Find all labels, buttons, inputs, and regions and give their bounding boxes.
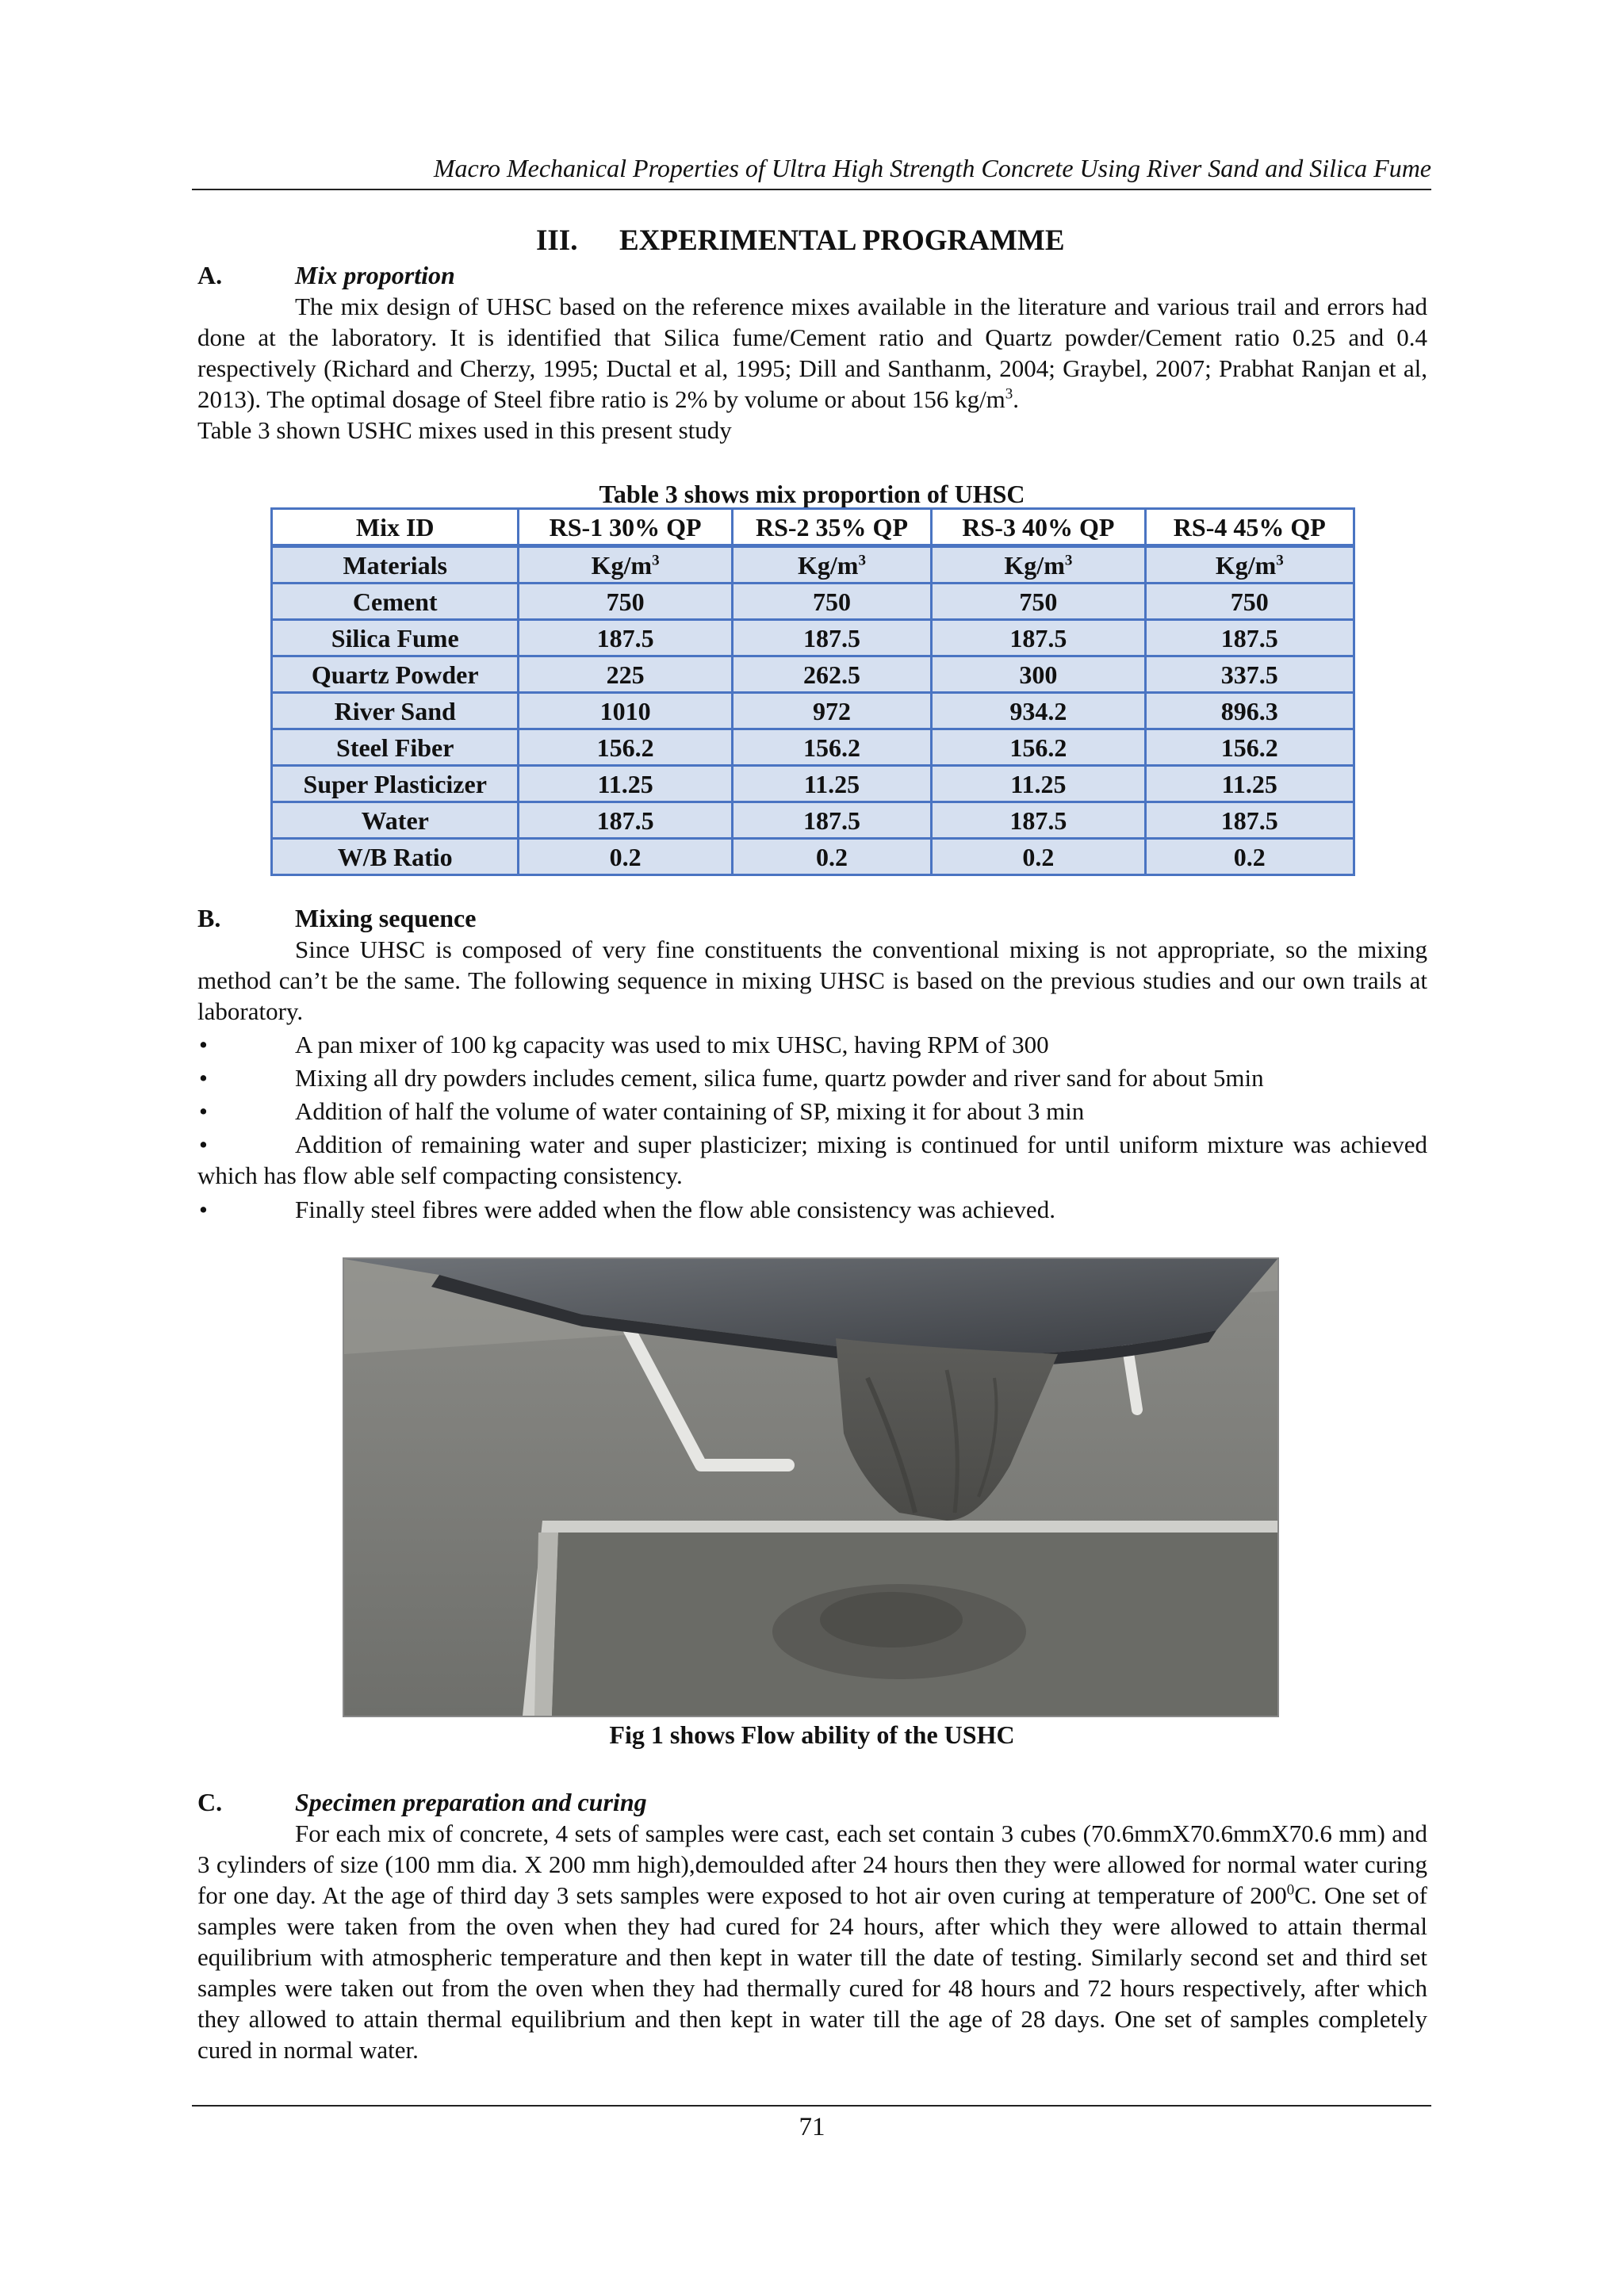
table-cell: 187.5 bbox=[732, 620, 931, 656]
table-cell: 0.2 bbox=[519, 839, 732, 875]
table-units-row bbox=[272, 546, 1354, 584]
table-cell: 11.25 bbox=[932, 766, 1145, 802]
page-number: 71 bbox=[799, 2113, 825, 2141]
table-cell: 187.5 bbox=[519, 802, 732, 839]
table-cell: 300 bbox=[932, 656, 1145, 693]
section-number: III. bbox=[536, 224, 578, 257]
table-cell: 156.2 bbox=[932, 729, 1145, 766]
subsection-heading-specimen bbox=[197, 1786, 647, 1818]
table-cell: $Kg/m^3$ bbox=[732, 546, 931, 584]
subsection-title: Mix proportion bbox=[295, 261, 455, 289]
mix-proportion-paragraph: The mix design of UHSC based on the reference mixes available in the literature and various trail and errors had done at the laboratory. It is identified that Silica fume/Cement ratio and Quartz powder/Cement ratio 0.25 and 0.4 respectively (Richard and Cherzy, 1995; Ductal et al, 1995; Dill and Santhanm, 2004; Graybel, 2007; Prabhat Ranjan et al, 2013). The optimal dosage of Steel fibre ratio is 2% by volume or about 156 $kg/m^3$. Table 3 shown USHC mixes used in this present study bbox=[197, 293, 1427, 444]
table-cell: 750 bbox=[519, 584, 732, 620]
table-cell: 187.5 bbox=[1145, 802, 1354, 839]
table-header-cell: Mix ID bbox=[272, 509, 519, 546]
bullet-glyph: • bbox=[199, 1031, 208, 1058]
table-cell: 896.3 bbox=[1145, 693, 1354, 729]
figure-caption: Fig 1 shows Flow ability of the USHC bbox=[609, 1720, 1015, 1749]
table-cell: Materials bbox=[272, 546, 519, 584]
table-cell: Silica Fume bbox=[272, 620, 519, 656]
table-row bbox=[272, 584, 1354, 620]
footer-rule bbox=[192, 2105, 1431, 2107]
table-cell: Steel Fiber bbox=[272, 729, 519, 766]
table-cell: Water bbox=[272, 802, 519, 839]
table-cell: 156.2 bbox=[732, 729, 931, 766]
table-cell: 0.2 bbox=[1145, 839, 1354, 875]
table-row bbox=[272, 839, 1354, 875]
table-header-cell: RS-3 40% QP bbox=[932, 509, 1145, 546]
subsection-title: Specimen preparation and curing bbox=[295, 1788, 647, 1816]
table-cell: $Kg/m^3$ bbox=[1145, 546, 1354, 584]
table-cell: 187.5 bbox=[732, 802, 931, 839]
table-cell: 187.5 bbox=[519, 620, 732, 656]
table-cell: 972 bbox=[732, 693, 931, 729]
table-row bbox=[272, 656, 1354, 693]
section-title bbox=[536, 223, 1250, 259]
bullet-item: • Mixing all dry powders includes cement, silica fume, quartz powder and river sand for about 5min bbox=[199, 1064, 1264, 1092]
table-cell: 11.25 bbox=[519, 766, 732, 802]
bullet-glyph: • bbox=[199, 1097, 208, 1125]
table-cell: Cement bbox=[272, 584, 519, 620]
table-cell: 750 bbox=[1145, 584, 1354, 620]
subsection-letter: C. bbox=[197, 1788, 223, 1816]
bullet-item: • Addition of half the volume of water containing of SP, mixing it for about 3 min bbox=[199, 1097, 1085, 1125]
table-cell: $Kg/m^3$ bbox=[519, 546, 732, 584]
table-header-cell: RS-4 45% QP bbox=[1145, 509, 1354, 546]
table-cell: 11.25 bbox=[732, 766, 931, 802]
table-cell: 0.2 bbox=[932, 839, 1145, 875]
table-cell: 156.2 bbox=[519, 729, 732, 766]
table-cell: River Sand bbox=[272, 693, 519, 729]
subsection-letter: B. bbox=[197, 904, 221, 932]
table-header-cell: RS-2 35% QP bbox=[732, 509, 931, 546]
bullet-glyph: • bbox=[199, 1064, 208, 1092]
table-cell: Quartz Powder bbox=[272, 656, 519, 693]
table-caption: Table 3 shows mix proportion of UHSC bbox=[599, 480, 1025, 508]
table-cell: 187.5 bbox=[932, 620, 1145, 656]
running-header: Macro Mechanical Properties of Ultra High Strength Concrete Using River Sand and Silica Fume bbox=[433, 154, 1431, 182]
table-cell: 156.2 bbox=[1145, 729, 1354, 766]
table-cell: 337.5 bbox=[1145, 656, 1354, 693]
bullet-item: • Addition of remaining water and super plasticizer; mixing is continued for until uniform mixture was achieved which has flow able self compacting consistency. bbox=[197, 1131, 1427, 1189]
subsection-heading-mix-proportion bbox=[197, 259, 455, 291]
section-title-text: EXPERIMENTAL PROGRAMME bbox=[619, 224, 1065, 257]
specimen-paragraph: For each mix of concrete, 4 sets of samples were cast, each set contain 3 cubes (70.6mmX70.6mmX70.6 mm) and 3 cylinders of size (100 mm dia. X 200 mm high),demoulded after 24 hours then they were allowed for normal water curing for one day. At the age of third day 3 sets samples were exposed to hot air oven curing at temperature of $200^0C$. One set of samples were taken from the oven when they had cured for 24 hours, after which they were allowed to attain thermal equilibrium with atmospheric temperature and then kept in water till the date of testing. Similarly second set and third set samples were taken out from the oven when they had thermally cured for 48 hours and 72 hours respectively, after which they allowed to attain thermal equilibrium and then kept in water till the age of 28 days. One set of samples completely cured in normal water. bbox=[197, 1820, 1427, 2064]
table-cell: 934.2 bbox=[932, 693, 1145, 729]
table-cell: 187.5 bbox=[932, 802, 1145, 839]
table-cell: 11.25 bbox=[1145, 766, 1354, 802]
table-row bbox=[272, 729, 1354, 766]
table-cell: 187.5 bbox=[1145, 620, 1354, 656]
subsection-heading-mixing-sequence bbox=[197, 902, 476, 934]
table-row bbox=[272, 693, 1354, 729]
mix-proportion-table bbox=[270, 507, 1355, 876]
bullet-item: • A pan mixer of 100 kg capacity was used to mix UHSC, having RPM of 300 bbox=[199, 1031, 1049, 1058]
table-cell: 262.5 bbox=[732, 656, 931, 693]
table-header-cell: RS-1 30% QP bbox=[519, 509, 732, 546]
table-row bbox=[272, 620, 1354, 656]
table-cell: 750 bbox=[932, 584, 1145, 620]
table-cell: Super Plasticizer bbox=[272, 766, 519, 802]
subsection-title: Mixing sequence bbox=[295, 904, 477, 932]
subsection-letter: A. bbox=[197, 261, 223, 289]
table-header-row bbox=[272, 509, 1354, 546]
mixing-sequence-paragraph: Since UHSC is composed of very fine constituents the conventional mixing is not appropriate, so the mixing method can’t be the same. The following sequence in mixing UHSC is based on the previous studies and our own trails at laboratory. bbox=[197, 936, 1427, 1025]
table-cell: W/B Ratio bbox=[272, 839, 519, 875]
table-row bbox=[272, 802, 1354, 839]
bullet-glyph: • bbox=[199, 1131, 208, 1158]
bullet-item: • Finally steel fibres were added when the flow able consistency was achieved. bbox=[199, 1196, 1055, 1223]
header-rule bbox=[192, 189, 1431, 190]
table-cell: 225 bbox=[519, 656, 732, 693]
flowability-photo bbox=[343, 1257, 1279, 1717]
table-cell: $Kg/m^3$ bbox=[932, 546, 1145, 584]
table-cell: 750 bbox=[732, 584, 931, 620]
table-cell: 0.2 bbox=[732, 839, 931, 875]
table-cell: 1010 bbox=[519, 693, 732, 729]
table-row bbox=[272, 766, 1354, 802]
bullet-glyph: • bbox=[199, 1196, 208, 1223]
